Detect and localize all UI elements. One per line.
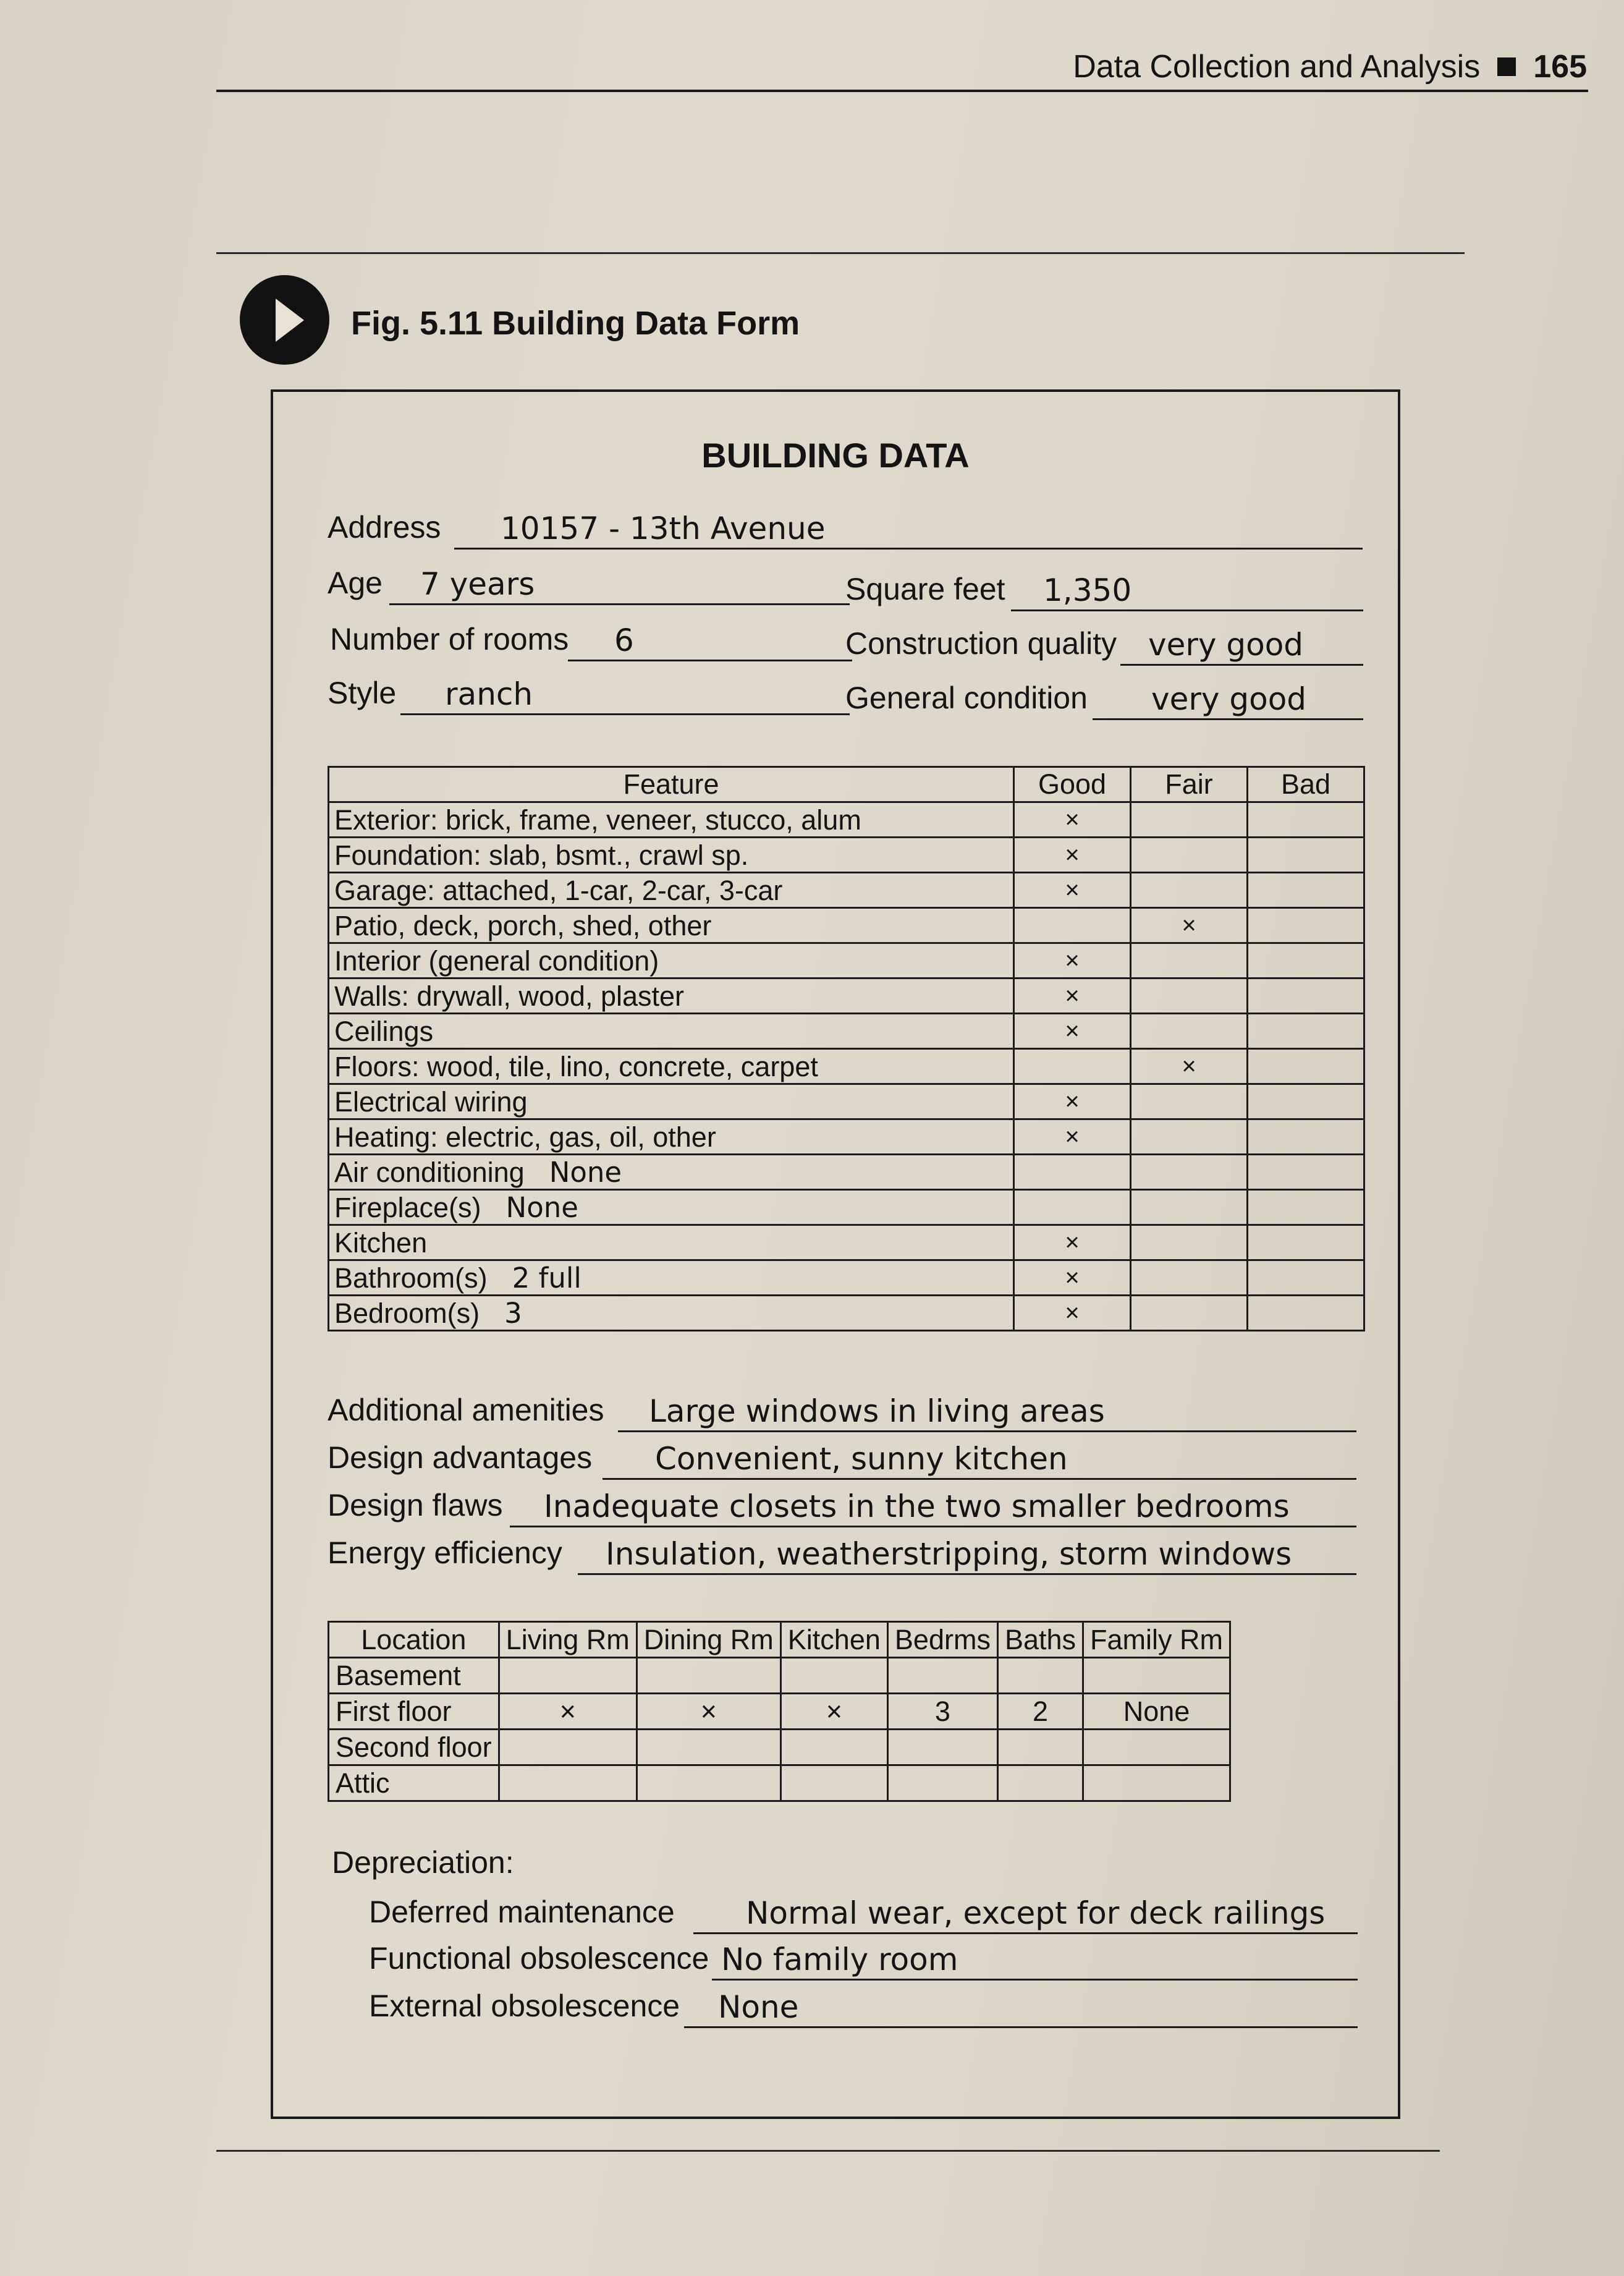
page-number: 165 [1533, 49, 1587, 85]
fair-mark: × [1131, 908, 1248, 943]
fair-header: Fair [1131, 767, 1248, 802]
room-count-cell [636, 1658, 780, 1694]
feature-row [329, 1049, 1364, 1084]
bad-mark [1248, 1119, 1364, 1155]
feature-label: Heating: electric, gas, oil, other [334, 1121, 716, 1153]
feature-label: Foundation: slab, bsmt., crawl sp. [334, 839, 749, 871]
form-title: BUILDING DATA [701, 436, 970, 475]
fair-mark [1131, 1084, 1248, 1119]
building-data-form [271, 389, 1400, 2119]
feature-label: Kitchen [334, 1226, 428, 1259]
feature-cell [329, 1190, 1014, 1225]
section-title: Data Collection and Analysis [1073, 49, 1481, 85]
bad-mark [1248, 1190, 1364, 1225]
depreciation-heading: Depreciation: [332, 1845, 514, 1880]
energy-efficiency-label: Energy efficiency [328, 1535, 562, 1570]
feature-label: Ceilings [334, 1015, 434, 1047]
room-count-cell [780, 1765, 887, 1801]
feature-row [329, 1225, 1364, 1260]
feature-note: 2 full [512, 1261, 582, 1294]
room-count-cell: 2 [997, 1694, 1083, 1730]
room-count-cell [1083, 1765, 1230, 1801]
feature-row [329, 1014, 1364, 1049]
feature-label: Exterior: brick, frame, veneer, stucco, alum [334, 804, 861, 836]
room-location-row [329, 1765, 1230, 1801]
bad-mark [1248, 873, 1364, 908]
figure-title: Fig. 5.11 Building Data Form [351, 305, 800, 342]
location-label: Attic [329, 1765, 499, 1801]
design-flaws-label: Design flaws [328, 1488, 503, 1522]
top-rule [216, 90, 1588, 92]
feature-cell [329, 908, 1014, 943]
feature-label: Bathroom(s) [334, 1262, 488, 1294]
room-location-body [329, 1658, 1230, 1801]
bad-mark [1248, 1084, 1364, 1119]
good-mark: × [1014, 1260, 1131, 1296]
feature-label: Fireplace(s) [334, 1191, 481, 1223]
room-column-header: Family Rm [1083, 1622, 1230, 1658]
fair-mark [1131, 1119, 1248, 1155]
feature-cell [329, 1296, 1014, 1331]
style-label: Style [328, 676, 397, 710]
room-count-cell [499, 1658, 636, 1694]
rooms-value: 6 [614, 622, 634, 658]
condition-value: very good [1151, 681, 1307, 717]
bad-mark [1248, 1014, 1364, 1049]
good-mark: × [1014, 1084, 1131, 1119]
feature-label: Walls: drywall, wood, plaster [334, 980, 685, 1012]
style-value: ranch [445, 676, 533, 712]
fair-mark [1131, 1014, 1248, 1049]
room-count-cell [997, 1658, 1083, 1694]
construction-label: Construction quality [845, 626, 1117, 661]
functional-obsolescence-label: Functional obsolescence [369, 1941, 709, 1976]
feature-cell [329, 1155, 1014, 1190]
feature-note: 3 [504, 1296, 522, 1330]
condition-label: General condition [845, 681, 1088, 715]
feature-cell [329, 1049, 1014, 1084]
fair-mark [1131, 802, 1248, 838]
square-feet-label: Square feet [845, 572, 1005, 606]
construction-value: very good [1148, 627, 1304, 663]
feature-label: Air conditioning [334, 1156, 525, 1188]
bad-mark [1248, 908, 1364, 943]
room-column-header: Bedrms [887, 1622, 997, 1658]
fair-mark [1131, 979, 1248, 1014]
room-column-header: Baths [997, 1622, 1083, 1658]
bad-mark [1248, 1225, 1364, 1260]
room-count-cell [780, 1658, 887, 1694]
feature-cell [329, 1014, 1014, 1049]
rooms-label: Number of rooms [330, 622, 569, 656]
bad-mark [1248, 802, 1364, 838]
feature-label: Interior (general condition) [334, 945, 659, 977]
good-mark: × [1014, 943, 1131, 979]
design-flaws-value: Inadequate closets in the two smaller bedrooms [544, 1488, 1290, 1524]
room-count-cell [1083, 1658, 1230, 1694]
good-mark: × [1014, 979, 1131, 1014]
good-mark: × [1014, 802, 1131, 838]
square-feet-value: 1,350 [1043, 572, 1132, 608]
running-header [1073, 48, 1587, 85]
feature-header: Feature [329, 767, 1014, 802]
additional-amenities-value: Large windows in living areas [649, 1393, 1105, 1429]
age-value: 7 years [420, 566, 535, 602]
good-mark [1014, 1190, 1131, 1225]
feature-label: Floors: wood, tile, lino, concrete, carpet [334, 1050, 818, 1082]
bad-mark [1248, 1260, 1364, 1296]
design-advantages-value: Convenient, sunny kitchen [655, 1441, 1068, 1477]
room-count-cell [636, 1730, 780, 1765]
feature-row [329, 1084, 1364, 1119]
good-mark [1014, 1049, 1131, 1084]
energy-efficiency-value: Insulation, weatherstripping, storm windows [606, 1536, 1292, 1572]
room-count-cell [780, 1730, 887, 1765]
good-mark: × [1014, 1014, 1131, 1049]
room-location-row [329, 1730, 1230, 1765]
design-advantages-label: Design advantages [328, 1440, 593, 1475]
address-value: 10157 - 13th Avenue [501, 511, 826, 546]
room-count-cell: × [780, 1694, 887, 1730]
room-column-header: Location [329, 1622, 499, 1658]
fair-mark [1131, 873, 1248, 908]
feature-row [329, 873, 1364, 908]
room-count-cell: × [636, 1694, 780, 1730]
fair-mark [1131, 943, 1248, 979]
deferred-maintenance-label: Deferred maintenance [369, 1895, 675, 1929]
good-mark: × [1014, 838, 1131, 873]
good-mark [1014, 1155, 1131, 1190]
location-label: Second floor [329, 1730, 499, 1765]
good-mark [1014, 908, 1131, 943]
room-count-cell [499, 1765, 636, 1801]
square-bullet-icon [1497, 57, 1516, 76]
room-column-header: Living Rm [499, 1622, 636, 1658]
feature-row [329, 1260, 1364, 1296]
good-mark: × [1014, 873, 1131, 908]
room-location-row [329, 1694, 1230, 1730]
bad-mark [1248, 838, 1364, 873]
feature-cell [329, 979, 1014, 1014]
feature-row [329, 908, 1364, 943]
feature-table [328, 766, 1365, 1331]
fair-mark [1131, 1225, 1248, 1260]
room-count-cell: × [499, 1694, 636, 1730]
address-label: Address [328, 510, 441, 545]
feature-cell [329, 1084, 1014, 1119]
room-count-cell [1083, 1730, 1230, 1765]
feature-label: Bedroom(s) [334, 1297, 480, 1329]
room-count-cell [636, 1765, 780, 1801]
room-count-cell [499, 1730, 636, 1765]
feature-header-row [329, 767, 1364, 802]
feature-row [329, 838, 1364, 873]
feature-cell [329, 802, 1014, 838]
feature-cell [329, 1119, 1014, 1155]
bad-mark [1248, 1155, 1364, 1190]
room-count-cell [997, 1765, 1083, 1801]
age-label: Age [328, 566, 383, 600]
location-label: First floor [329, 1694, 499, 1730]
room-count-cell [887, 1658, 997, 1694]
room-count-cell: None [1083, 1694, 1230, 1730]
feature-cell [329, 943, 1014, 979]
feature-row [329, 1119, 1364, 1155]
bad-mark [1248, 1296, 1364, 1331]
feature-cell [329, 1225, 1014, 1260]
feature-label: Garage: attached, 1-car, 2-car, 3-car [334, 874, 783, 906]
figure-rule [216, 252, 1465, 254]
fair-mark: × [1131, 1049, 1248, 1084]
feature-row [329, 979, 1364, 1014]
room-location-header-row [329, 1622, 1230, 1658]
room-location-row [329, 1658, 1230, 1694]
rooms-underline [568, 621, 852, 661]
additional-amenities-label: Additional amenities [328, 1393, 604, 1427]
external-obsolescence-value: None [718, 1989, 799, 2025]
feature-note: None [505, 1191, 578, 1224]
bad-mark [1248, 1049, 1364, 1084]
bad-mark [1248, 979, 1364, 1014]
bad-header: Bad [1248, 767, 1364, 802]
fair-mark [1131, 1260, 1248, 1296]
feature-table-body [329, 802, 1364, 1331]
bottom-rule [216, 2150, 1440, 2152]
feature-cell [329, 1260, 1014, 1296]
fair-mark [1131, 1296, 1248, 1331]
bad-mark [1248, 943, 1364, 979]
functional-obsolescence-value: No family room [721, 1942, 958, 1977]
feature-row [329, 943, 1364, 979]
room-location-table [328, 1621, 1231, 1802]
feature-cell [329, 838, 1014, 873]
feature-cell [329, 873, 1014, 908]
play-arrow-icon [240, 275, 329, 365]
deferred-maintenance-value: Normal wear, except for deck railings [746, 1895, 1326, 1931]
fair-mark [1131, 1155, 1248, 1190]
room-column-header: Kitchen [780, 1622, 887, 1658]
location-label: Basement [329, 1658, 499, 1694]
feature-label: Patio, deck, porch, shed, other [334, 909, 712, 941]
fair-mark [1131, 1190, 1248, 1225]
good-mark: × [1014, 1119, 1131, 1155]
good-header: Good [1014, 767, 1131, 802]
feature-row [329, 1190, 1364, 1225]
feature-note: None [549, 1155, 622, 1189]
good-mark: × [1014, 1296, 1131, 1331]
feature-row [329, 802, 1364, 838]
feature-row [329, 1296, 1364, 1331]
room-count-cell [887, 1765, 997, 1801]
feature-row [329, 1155, 1364, 1190]
room-count-cell [997, 1730, 1083, 1765]
fair-mark [1131, 838, 1248, 873]
room-count-cell: 3 [887, 1694, 997, 1730]
external-obsolescence-label: External obsolescence [369, 1989, 680, 2023]
feature-label: Electrical wiring [334, 1085, 528, 1118]
room-column-header: Dining Rm [636, 1622, 780, 1658]
room-count-cell [887, 1730, 997, 1765]
good-mark: × [1014, 1225, 1131, 1260]
